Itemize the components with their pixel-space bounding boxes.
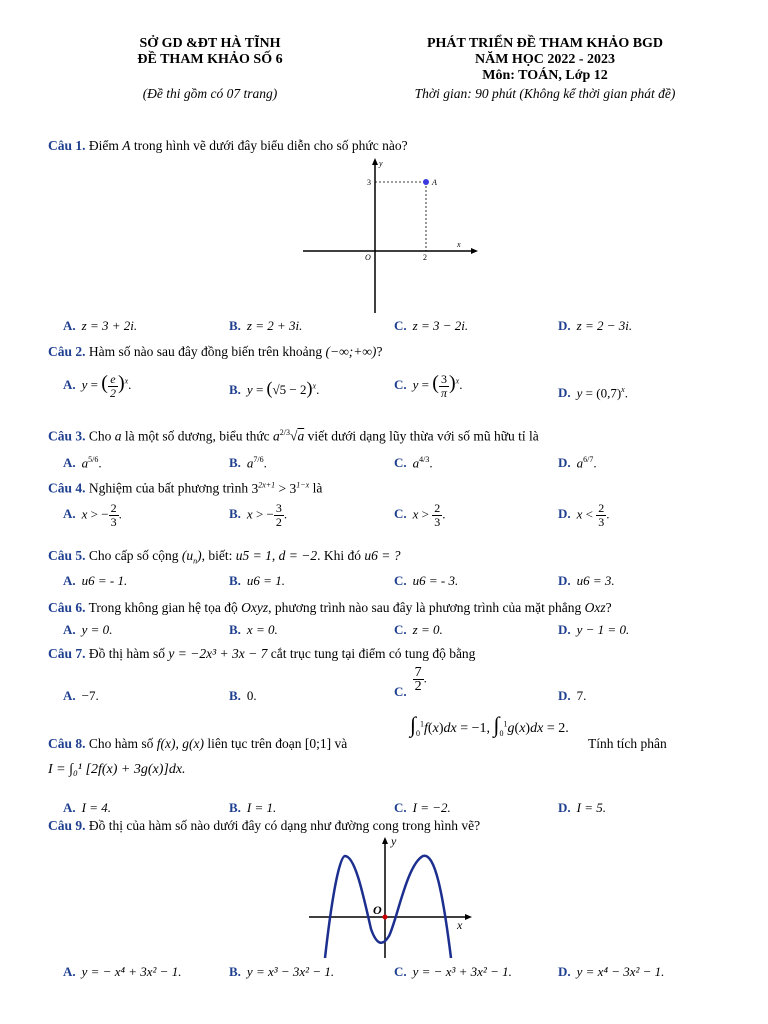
question-6: Câu 6. Trong không gian hệ tọa độ Oxyz, phương trình nào sau đây là phương trình của mặt phẳng Oxz?	[48, 600, 612, 615]
exam-series: PHÁT TRIỂN ĐỀ THAM KHẢO BGD	[426, 36, 664, 51]
q7-option-b[interactable]: B. 0.	[229, 688, 257, 703]
fig1-tick-x: 2	[423, 253, 427, 262]
x-arrow-icon	[471, 248, 478, 254]
q6-option-b[interactable]: B. x = 0.	[229, 622, 278, 637]
y-arrow-icon	[382, 837, 388, 844]
q2-option-b[interactable]: B. $y = (√5 - 2)^x$.	[229, 378, 320, 398]
q6-option-a[interactable]: A. y = 0.	[63, 622, 113, 637]
q8-option-d[interactable]: D. I = 5.	[558, 800, 606, 815]
question-4: Câu 4. Nghiệm của bất phương trình $3^{2x+1} > 3^{1-x}$ là	[48, 480, 323, 496]
q5-option-a[interactable]: A. u6 = - 1.	[63, 573, 128, 588]
q4-option-c[interactable]: C. x > $\frac{2}{3}$ .	[394, 501, 446, 529]
figure-curve	[305, 834, 475, 960]
fig1-x-label: x	[457, 240, 461, 249]
page-count-note: (Đề thi gồm có 07 trang)	[142, 86, 278, 101]
origin-marker	[383, 915, 388, 920]
q8-given-integrals: $\int_0^1f(x)dx = -1$, $\int_0^1g(x)dx = 2$.	[410, 712, 569, 738]
graph-curve	[325, 856, 451, 958]
q8-ask: Tính tích phân	[588, 736, 667, 751]
q9-option-b[interactable]: B. y = x³ − 3x² − 1.	[229, 964, 335, 979]
fig1-y-label: y	[379, 159, 383, 168]
q3-option-a[interactable]: A. $a^{5/6}$.	[63, 455, 102, 471]
q3-option-d[interactable]: D. $a^{6/7}$.	[558, 455, 597, 471]
q7-option-a[interactable]: A. −7.	[63, 688, 99, 703]
question-9: Câu 9. Đồ thị của hàm số nào dưới đây có dạng như đường cong trong hình vẽ?	[48, 818, 481, 833]
subject: Môn: TOÁN, Lớp 12	[482, 68, 608, 83]
question-7: Câu 7. Đồ thị hàm số y = −2x³ + 3x − 7 cắt trục tung tại điểm có tung độ bằng	[48, 646, 476, 661]
q6-option-d[interactable]: D. y − 1 = 0.	[558, 622, 630, 637]
y-arrow-icon	[372, 158, 378, 165]
x-arrow-icon	[465, 914, 472, 920]
q7-option-d[interactable]: D. 7.	[558, 688, 587, 703]
q9-option-a[interactable]: A. y = − x⁴ + 3x² − 1.	[63, 964, 182, 979]
fig1-point-label: A	[432, 178, 437, 187]
q1-option-d[interactable]: D. z = 2 − 3i.	[558, 318, 633, 333]
q8-option-c[interactable]: C. I = −2.	[394, 800, 451, 815]
q4-option-a[interactable]: A. x > − $\frac{2}{3}$ .	[63, 501, 122, 529]
point-a-marker	[423, 179, 429, 185]
header-right	[400, 36, 690, 84]
q4-option-b[interactable]: B. x > − $\frac{3}{2}$ .	[229, 501, 288, 529]
q7-option-c[interactable]: C. $\frac{7}{2}$ .	[394, 665, 427, 700]
q1-option-c[interactable]: C. z = 3 − 2i.	[394, 318, 469, 333]
q2-option-a[interactable]: A. y = ( $\frac{e}{2}$ )$^x$.	[63, 371, 132, 400]
q2-option-c[interactable]: C. y = ( $\frac{3}{\pi}$ )$^x$.	[394, 371, 463, 400]
question-2: Câu 2. Hàm số nào sau đây đồng biến trên khoảng (−∞;+∞)?	[48, 344, 383, 359]
question-3: Câu 3. Cho a là một số dương, biểu thức $a^{2/3}√a$ viết dưới dạng lũy thừa với số mũ hữu tỉ là	[48, 428, 539, 444]
fig9-origin: O	[373, 903, 382, 917]
q3-option-b[interactable]: B. $a^{7/6}$.	[229, 455, 267, 471]
q5-option-b[interactable]: B. u6 = 1.	[229, 573, 285, 588]
q1-option-a[interactable]: A. z = 3 + 2i.	[63, 318, 138, 333]
q9-option-d[interactable]: D. y = x⁴ − 3x² − 1.	[558, 964, 665, 979]
q8-integral: I = ∫₀¹ [2f(x) + 3g(x)]dx.	[48, 762, 186, 777]
q9-option-c[interactable]: C. y = − x³ + 3x² − 1.	[394, 964, 512, 979]
q6-option-c[interactable]: C. z = 0.	[394, 622, 443, 637]
school-year: NĂM HỌC 2022 - 2023	[475, 52, 615, 67]
q4-option-d[interactable]: D. x < $\frac{2}{3}$ .	[558, 501, 610, 529]
q3-option-c[interactable]: C. $a^{4/3}$.	[394, 455, 433, 471]
fig9-x-label: x	[457, 918, 463, 932]
question-8: Câu 8. Cho hàm số f(x), g(x) liên tục trên đoạn [0;1] và	[48, 736, 348, 751]
fig1-origin: O	[365, 253, 371, 262]
exam-title: ĐỀ THAM KHẢO SỐ 6	[137, 52, 283, 67]
q8-option-b[interactable]: B. I = 1.	[229, 800, 277, 815]
fig9-y-label: y	[391, 834, 397, 848]
q5-option-d[interactable]: D. u6 = 3.	[558, 573, 615, 588]
time-note: Thời gian: 90 phút (Không kể thời gian phát đề)	[414, 86, 676, 101]
fig1-tick-y: 3	[367, 178, 371, 187]
q5-option-c[interactable]: C. u6 = - 3.	[394, 573, 459, 588]
q8-option-a[interactable]: A. I = 4.	[63, 800, 111, 815]
q2-option-d[interactable]: D. $y = (0,7)^x$.	[558, 385, 628, 401]
q1-option-b[interactable]: B. z = 2 + 3i.	[229, 318, 303, 333]
school-dept: SỞ GD &ĐT HÀ TĨNH	[139, 36, 281, 51]
header-left	[80, 36, 340, 68]
question-1: Câu 1. Điểm A trong hình vẽ dưới đây biểu diễn cho số phức nào?	[48, 138, 408, 153]
figure-point-a	[295, 155, 480, 317]
question-5: Câu 5. Cho cấp số cộng $(u_n)$, biết: u5 = 1, d = −2. Khi đó u6 = ?	[48, 548, 401, 566]
